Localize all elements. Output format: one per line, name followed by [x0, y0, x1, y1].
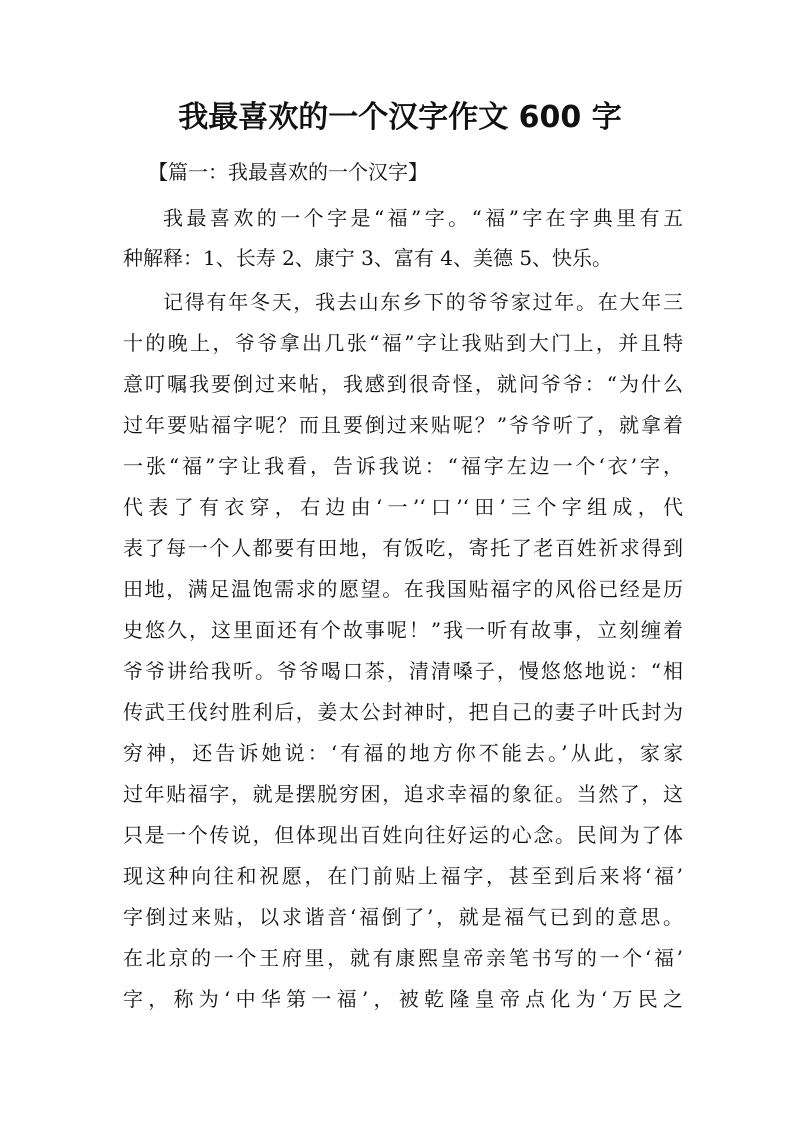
paragraph-line: 一张“福”字让我看，告诉我说：“福字左边一个‘衣’字，: [123, 454, 683, 478]
paragraph-line: 表了每一个人都要有田地，有饭吃，寄托了老百姓祈求得到: [123, 536, 683, 560]
paragraph-line: 意叮嘱我要倒过来帖，我感到很奇怪，就问爷爷：“为什么: [123, 372, 683, 396]
paragraph-line: 穷神，还告诉她说：‘有福的地方你不能去。’从此，家家: [123, 741, 683, 765]
paragraph-line: 田地，满足温饱需求的愿望。在我国贴福字的风俗已经是历: [123, 577, 683, 601]
paragraph-line: 在北京的一个王府里，就有康熙皇帝亲笔书写的一个‘福’: [123, 946, 683, 970]
paragraph-line: 字，称为‘中华第一福’，被乾隆皇帝点化为‘万民之: [123, 987, 683, 1011]
paragraph-line: 字倒过来贴，以求谐音‘福倒了’，就是福气已到的意思。: [123, 905, 683, 929]
paragraph-line: 过年要贴福字呢？而且要倒过来贴呢？”爷爷听了，就拿着: [123, 413, 683, 437]
paragraph-line: 只是一个传说，但体现出百姓向往好运的心念。民间为了体: [123, 823, 683, 847]
paragraph-line: 过年贴福字，就是摆脱穷困，追求幸福的象征。当然了，这: [123, 782, 683, 806]
paragraph-line: 史悠久，这里面还有个故事呢！”我一听有故事，立刻缠着: [123, 618, 683, 642]
document-title: 我最喜欢的一个汉字作文 600 字: [178, 100, 622, 135]
paragraph-line: 代表了有衣穿，右边由‘一’‘口’‘田’三个字组成，代: [123, 495, 683, 519]
paragraph-line: 爷爷讲给我听。爷爷喝口茶，清清嗓子，慢悠悠地说：“相: [123, 659, 683, 683]
paragraph-line: 传武王伐纣胜利后，姜太公封神时，把自己的妻子叶氏封为: [123, 700, 683, 724]
paragraph-line: 现这种向往和祝愿，在门前贴上福字，甚至到后来将‘福’: [123, 864, 683, 888]
paragraph-line: 十的晚上，爷爷拿出几张“福”字让我贴到大门上，并且特: [123, 331, 683, 355]
paragraph-line: 记得有年冬天，我去山东乡下的爷爷家过年。在大年三: [163, 290, 683, 314]
section-heading: 【篇一：我最喜欢的一个汉字】: [148, 160, 428, 184]
paragraph-line: 我最喜欢的一个字是“福”字。“福”字在字典里有五: [163, 206, 683, 230]
paragraph-line: 种解释：1、长寿 2、康宁 3、富有 4、美德 5、快乐。: [123, 246, 613, 270]
